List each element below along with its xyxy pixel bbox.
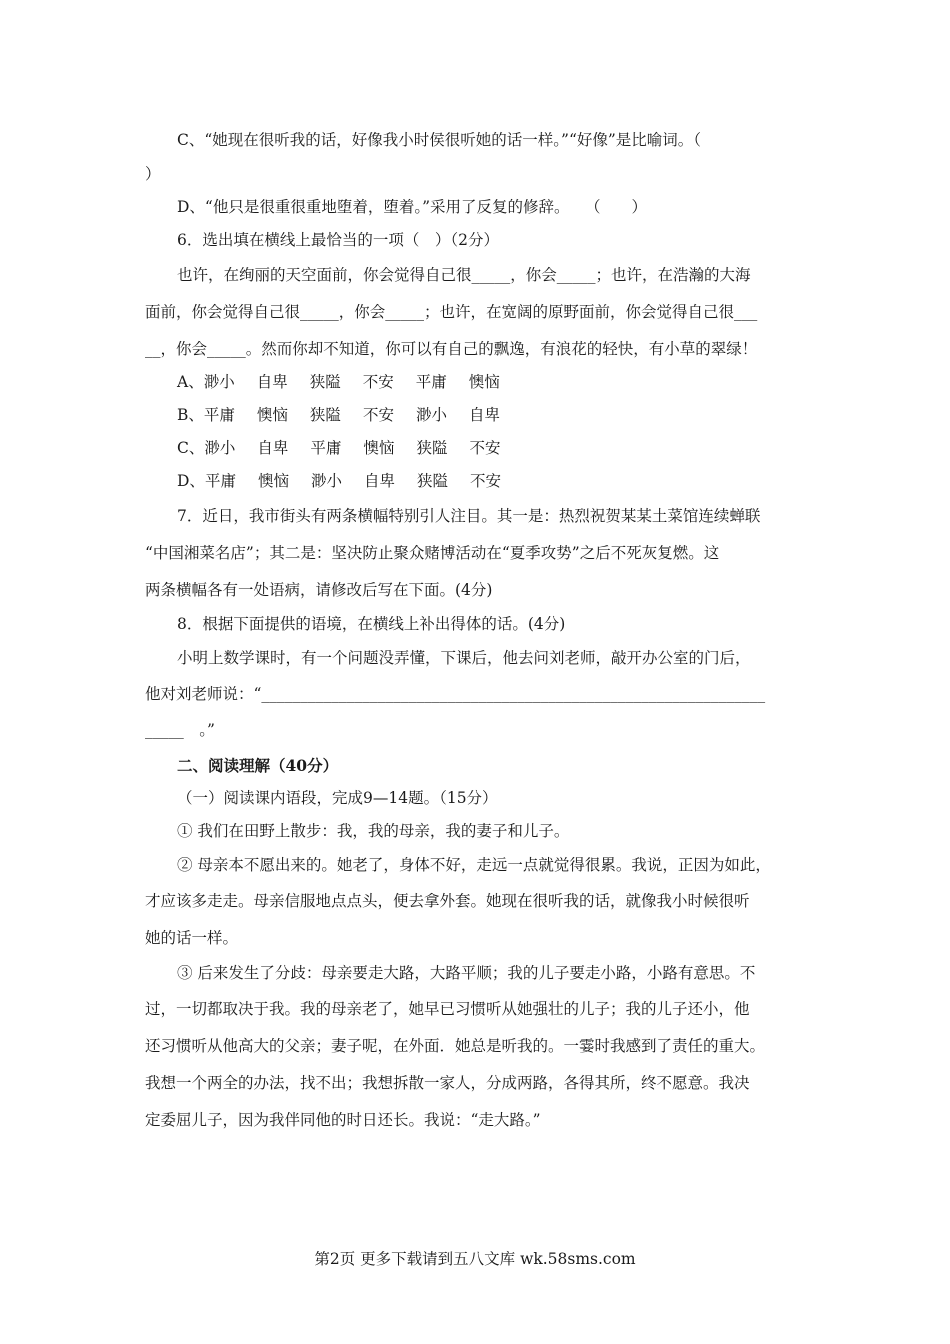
option-word: 不安 [469, 439, 501, 457]
option-word: 不安 [362, 373, 394, 391]
option-word: 渺小 [204, 439, 236, 457]
passage-paragraph-2-cont: 她的话一样。 [145, 929, 239, 947]
option-label: D、 [177, 472, 205, 490]
passage-paragraph-3-cont: 过，一切都取决于我。我的母亲老了，她早已习惯听从她强壮的儿子；我的儿子还小，他 [145, 1000, 750, 1018]
option-word: 渺小 [415, 406, 447, 424]
question-6-option-a [177, 372, 522, 392]
option-word: 懊恼 [468, 373, 500, 391]
option-label: A、 [177, 373, 204, 391]
question-6-stem: 6．选出填在横线上最恰当的一项（ ）（2分） [177, 231, 499, 249]
option-word: 狭隘 [417, 472, 449, 490]
option-word: 懊恼 [363, 439, 395, 457]
option-word: 狭隘 [416, 439, 448, 457]
option-word: 渺小 [203, 373, 235, 391]
passage-paragraph-1: ① 我们在田野上散步：我，我的母亲，我的妻子和儿子。 [177, 822, 570, 840]
question-5-option-c-bracket: ） [145, 165, 161, 183]
question-8-answer-line: 他对刘老师说：“_________________________________________________________________ [145, 685, 766, 703]
option-word: 自卑 [257, 439, 289, 457]
question-6-passage-line: __，你会_____。然而你却不知道，你可以有自己的飘逸，有浪花的轻快，有小草的翠绿！ [145, 340, 758, 358]
page-footer: 第2页 更多下载请到五八文库 wk.58sms.com [314, 1250, 636, 1268]
option-word: 狭隘 [309, 406, 341, 424]
option-word: 懊恼 [257, 472, 289, 490]
question-7-line: 7．近日，我市街头有两条横幅特别引人注目。其一是：热烈祝贺某某土菜馆连续蝉联 [177, 507, 761, 525]
question-6-option-c [177, 438, 522, 458]
subsection-heading: （一）阅读课内语段，完成9—14题。（15分） [177, 789, 498, 807]
option-word: 不安 [470, 472, 502, 490]
question-8-context: 小明上数学课时，有一个问题没弄懂，下课后，他去问刘老师，敲开办公室的门后， [177, 649, 751, 667]
option-word: 自卑 [468, 406, 500, 424]
question-7-line: 两条横幅各有一处语病，请修改后写在下面。(4分) [145, 581, 493, 599]
question-6-option-b [177, 405, 522, 425]
question-8-stem: 8．根据下面提供的语境，在横线上补出得体的话。(4分) [177, 615, 566, 633]
question-5-option-d: D、“他只是很重很重地堕着，堕着。”采用了反复的修辞。 （ ） [177, 198, 648, 216]
option-word: 渺小 [310, 472, 342, 490]
question-5-option-c: C、“她现在很听我的话，好像我小时侯很听她的话一样。”“好像”是比喻词。（ [177, 131, 702, 149]
passage-paragraph-3: ③ 后来发生了分歧：母亲要走大路，大路平顺；我的儿子要走小路，小路有意思。不 [177, 964, 756, 982]
question-8-answer-line-end: _____ 。” [145, 721, 215, 739]
option-word: 懊恼 [256, 406, 288, 424]
option-word: 平庸 [203, 406, 235, 424]
question-7-line: “中国湘菜名店”；其二是：坚决防止聚众赌博活动在“夏季攻势”之后不死灰复燃。这 [145, 544, 720, 562]
option-word: 平庸 [310, 439, 342, 457]
option-word: 平庸 [204, 472, 236, 490]
option-label: B、 [177, 406, 204, 424]
option-word: 平庸 [415, 373, 447, 391]
option-word: 狭隘 [309, 373, 341, 391]
passage-paragraph-3-cont: 我想一个两全的办法，找不出；我想拆散一家人，分成两路，各得其所，终不愿意。我决 [145, 1074, 750, 1092]
passage-paragraph-3-cont: 定委屈儿子，因为我伴同他的时日还长。我说：“走大路。” [145, 1111, 541, 1129]
question-6-option-d [177, 471, 523, 491]
question-6-passage-line: 面前，你会觉得自己很_____，你会_____；也许，在宽阔的原野面前，你会觉得自己很___ [145, 303, 758, 321]
option-word: 不安 [362, 406, 394, 424]
section-2-heading: 二、阅读理解（40分） [177, 756, 339, 775]
option-label: C、 [177, 439, 205, 457]
option-word: 自卑 [256, 373, 288, 391]
option-word: 自卑 [363, 472, 395, 490]
passage-paragraph-2: ② 母亲本不愿出来的。她老了，身体不好，走远一点就觉得很累。我说，正因为如此， [177, 856, 771, 874]
question-6-passage-line: 也许，在绚丽的天空面前，你会觉得自己很_____，你会_____；也许，在浩瀚的大海 [177, 266, 751, 284]
passage-paragraph-2-cont: 才应该多走走。母亲信服地点点头，便去拿外套。她现在很听我的话，就像我小时候很听 [145, 892, 750, 910]
passage-paragraph-3-cont: 还习惯听从他高大的父亲；妻子呢，在外面．她总是听我的。一霎时我感到了责任的重大。 [145, 1037, 766, 1055]
